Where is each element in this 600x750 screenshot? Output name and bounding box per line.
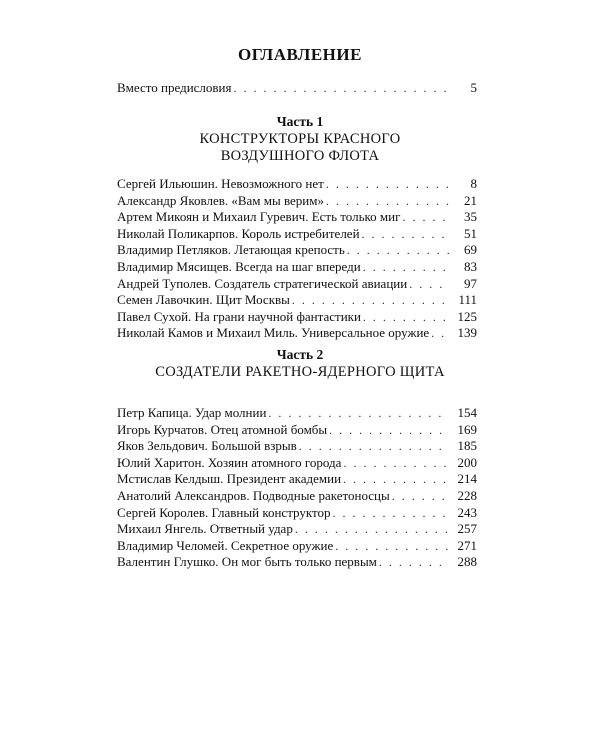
dot-leader (343, 455, 449, 472)
entry-title: Андрей Туполев. Создатель стратегической авиации (117, 275, 408, 291)
toc-entry (117, 292, 477, 309)
toc-entry (117, 505, 477, 522)
entry-title: Яков Зельдович. Большой взрыв (117, 438, 297, 454)
toc-entry (117, 226, 477, 243)
toc-entry (117, 309, 477, 326)
toc-entry (117, 488, 477, 505)
page-number: 83 (464, 258, 477, 274)
part-1-entry-list (117, 176, 477, 342)
entry-title: Валентин Глушко. Он мог быть только первым (117, 554, 377, 570)
entry-title: Семен Лавочкин. Щит Москвы (117, 292, 290, 308)
dot-leader (295, 521, 449, 538)
toc-entry (117, 242, 477, 259)
toc-entry (117, 554, 477, 571)
page-number: 243 (457, 504, 477, 520)
part-2-heading: СОЗДАТЕЛИ РАКЕТНО-ЯДЕРНОГО ЩИТА (155, 364, 445, 380)
entry-title: Сергей Ильюшин. Невозможного нет (117, 176, 324, 191)
entry-title: Александр Яковлев. «Вам мы верим» (117, 192, 324, 208)
page-number: 69 (464, 242, 477, 258)
part-2-entry-list (117, 405, 477, 571)
toc-entry (117, 422, 477, 439)
dot-leader (392, 488, 449, 505)
dot-leader (329, 422, 449, 439)
page-number: 288 (457, 554, 477, 570)
dot-leader (379, 554, 449, 571)
entry-title: Анатолий Александров. Подводные ракетоносцы (117, 487, 390, 503)
entry-title: Вместо предисловия (117, 80, 232, 95)
page-number: 257 (457, 521, 477, 537)
dot-leader (363, 259, 449, 276)
toc-entry (117, 325, 477, 342)
part-1-heading: КОНСТРУКТОРЫ КРАСНОГО ВОЗДУШНОГО ФЛОТА (199, 131, 401, 164)
page-number: 214 (457, 471, 477, 487)
toc-entry (117, 471, 477, 488)
toc-entry (117, 176, 477, 193)
entry-title: Петр Капица. Удар молнии (117, 405, 267, 420)
dot-leader (409, 276, 449, 293)
part-1-label: Часть 1 (276, 114, 324, 129)
entry-title: Владимир Мясищев. Всегда на шаг впереди (117, 258, 361, 274)
dot-leader (363, 309, 449, 326)
dot-leader (333, 505, 449, 522)
toc-entry (117, 405, 477, 422)
page-number: 200 (457, 454, 477, 470)
toc-entry (117, 521, 477, 538)
page-number: 35 (464, 209, 477, 225)
entry-title: Николай Камов и Михаил Миль. Универсальное оружие (117, 325, 430, 341)
dot-leader (299, 438, 449, 455)
page-number: 5 (470, 80, 477, 95)
entry-title: Юлий Харитон. Хозяин атомного города (117, 454, 342, 470)
page-number: 51 (464, 225, 477, 241)
dot-leader (343, 471, 449, 488)
entry-title: Игорь Курчатов. Отец атомной бомбы (117, 421, 328, 437)
toc-entry (117, 455, 477, 472)
toc-entry (117, 209, 477, 226)
entry-title: Артем Микоян и Михаил Гуревич. Есть только миг (117, 209, 401, 225)
page-number: 111 (458, 292, 477, 308)
entry-title: Мстислав Келдыш. Президент академии (117, 471, 342, 487)
dot-leader (402, 209, 449, 226)
toc-entry (117, 193, 477, 210)
entry-title: Николай Поликарпов. Король истребителей (117, 225, 360, 241)
dot-leader (326, 176, 449, 193)
entry-title: Михаил Янгель. Ответный удар (117, 521, 293, 537)
dot-leader (362, 226, 449, 243)
page-number: 125 (457, 308, 477, 324)
page-number: 97 (464, 275, 477, 291)
dot-leader (335, 538, 449, 555)
page-number: 169 (457, 421, 477, 437)
toc-entry (117, 276, 477, 293)
page-number: 21 (464, 192, 477, 208)
toc-entry (117, 438, 477, 455)
entry-title: Владимир Петляков. Летающая крепость (117, 242, 345, 258)
dot-leader (268, 405, 449, 422)
dot-leader (292, 292, 449, 309)
page-title: ОГЛАВЛЕНИЕ (238, 45, 362, 64)
entry-title: Владимир Челомей. Секретное оружие (117, 537, 334, 553)
entry-title: Павел Сухой. На грани научной фантастики (117, 308, 361, 324)
entry-title: Сергей Королев. Главный конструктор (117, 504, 331, 520)
toc-entry (117, 259, 477, 276)
dot-leader (233, 80, 449, 97)
page-number: 228 (457, 487, 477, 503)
page-number: 185 (457, 438, 477, 454)
dot-leader (431, 325, 449, 342)
page-number: 139 (457, 325, 477, 341)
page-number: 154 (457, 405, 477, 420)
page-number: 8 (470, 176, 477, 191)
toc-entry (117, 538, 477, 555)
toc-entry-preface (117, 80, 477, 97)
dot-leader (326, 193, 449, 210)
page-number: 271 (457, 537, 477, 553)
dot-leader (347, 242, 449, 259)
part-2-label: Часть 2 (276, 347, 324, 362)
